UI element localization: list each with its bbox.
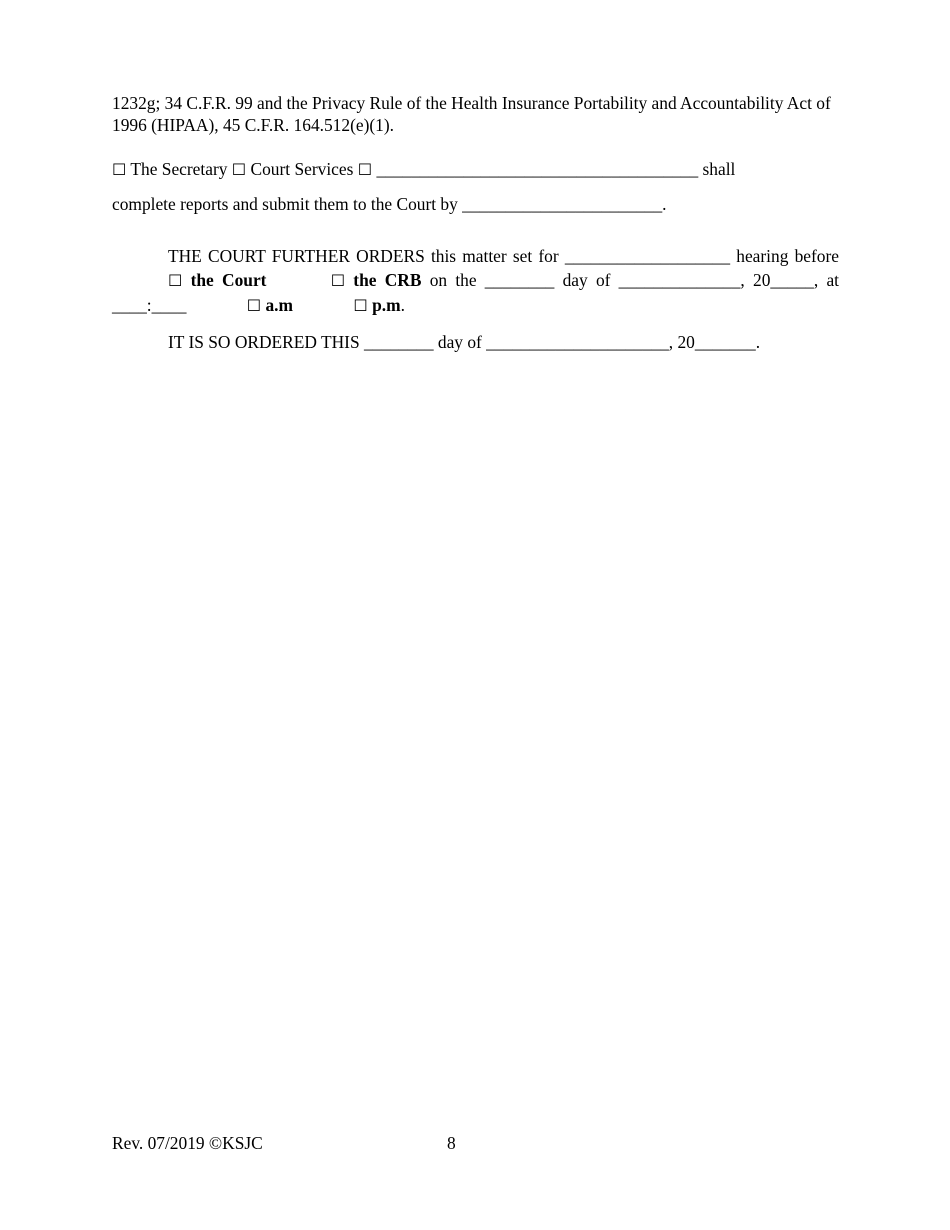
checkbox-other[interactable]: ☐ xyxy=(357,160,373,179)
checkbox-secretary[interactable]: ☐ xyxy=(112,160,127,179)
checkbox-pm[interactable]: ☐ xyxy=(353,296,368,315)
option-court-services-label: Court Services xyxy=(250,159,354,179)
checkbox-the-court[interactable]: ☐ xyxy=(168,271,183,290)
document-page xyxy=(112,92,839,353)
page-footer xyxy=(112,1133,839,1153)
shall-text: shall xyxy=(702,159,736,179)
privacy-rule-paragraph: 1232g; 34 C.F.R. 99 and the Privacy Rule of the Health Insurance Portability and Accountability Act of 1996 (HIPAA), 45 C.F.R. 164.512(e)(1). xyxy=(112,93,831,135)
option-pm-label: p.m xyxy=(372,295,401,315)
hearing-end: . xyxy=(400,295,405,315)
other-entity-blank[interactable]: _____________________________________ xyxy=(376,159,699,179)
option-secretary-label: The Secretary xyxy=(130,159,228,179)
checkbox-the-crb[interactable]: ☐ xyxy=(330,271,346,290)
hearing-text-2: on the ________ day of ______________, 20_____, at ____:____ xyxy=(112,270,839,315)
checkbox-court-services[interactable]: ☐ xyxy=(231,160,247,179)
reports-line-2: complete reports and submit them to the Court by _______________________. xyxy=(112,194,667,214)
hearing-text-1: THE COURT FURTHER ORDERS this matter set for ___________________ hearing before xyxy=(168,246,839,266)
so-ordered-line: IT IS SO ORDERED THIS ________ day of _____________________, 20_______. xyxy=(168,332,761,352)
hearing-paragraph xyxy=(112,244,839,318)
reports-line-1 xyxy=(112,158,839,181)
revision-label: Rev. 07/2019 ©KSJC xyxy=(112,1133,263,1153)
page-number: 8 xyxy=(447,1133,456,1153)
option-the-court-label: the Court xyxy=(190,270,267,290)
option-the-crb-label: the CRB xyxy=(353,270,422,290)
checkbox-am[interactable]: ☐ xyxy=(246,296,262,315)
option-am-label: a.m xyxy=(265,295,293,315)
